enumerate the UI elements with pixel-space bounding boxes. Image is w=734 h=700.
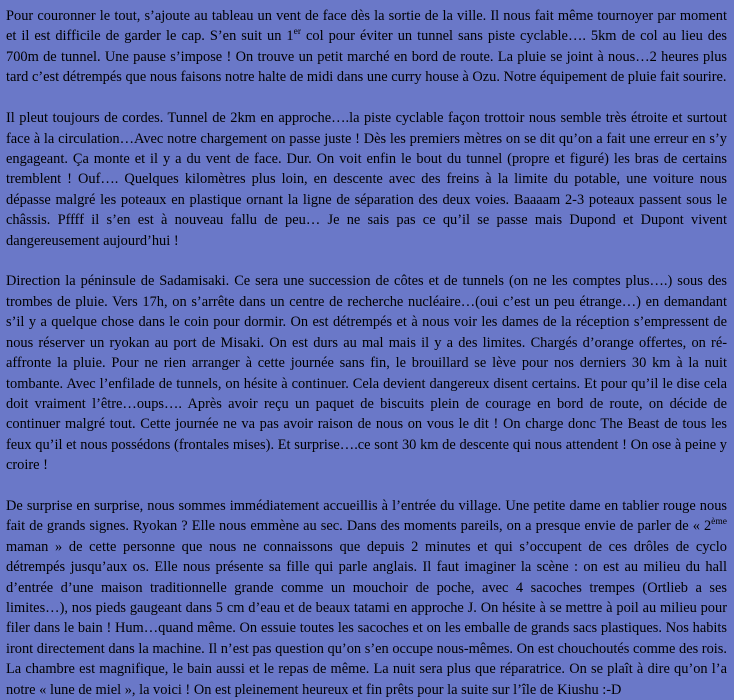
ordinal-superscript: ème xyxy=(711,517,727,528)
paragraph-1-text-start: Pour couronner le tout, s’ajoute au tableau un vent de face dès la sortie de la ville. Il nous fait même tournoyer par moment et il est difficile de garder le cap. S’en suit un 1 xyxy=(6,8,727,45)
paragraph-tunnel: Il pleut toujours de cordes. Tunnel de 2km en approche….la piste cyclable façon trottoir nous semble très étroite et surtout face à la circulation…Avec notre chargement on passe juste ! Dès les premiers mètres on se dit qu’on a fait une erreur en s’y engageant. Ça monte et il y a du vent de face. Dur. On voit enfin le bout du tunnel (propre et figuré) les bras de certains tremblent ! Ouf…. Quelques kilomètres plus loin, en descente avec des freins à la limite du potable, une voiture nous dépasse malgré les poteaux en plastique ornant la ligne de séparation des deux voies. Baaaam 2-3 poteaux passent sous le châssis. Pffff il s’en est à nouveau fallu de peu… Je ne sais pas ce qu’il se passe mais Dupond et Dupont vivent dangereusement aujourd’hui ! xyxy=(6,110,727,249)
paragraph-4-text-start: De surprise en surprise, nous sommes immédiatement accueillis à l’entrée du village. Une petite dame en tablier rouge nous fait de grands signes. Ryokan ? Elle nous emmène au sec. Dans des moments pareils, on a presque envie de parler de « 2 xyxy=(6,498,727,535)
paragraph-1-text-end: col pour éviter un tunnel sans piste cyclable…. 5km de col au lieu des 700m de tunnel. Une pause s’impose ! On trouve un petit marché en bord de route. La pluie se joint à nous…2 heures plus tard c’est détrempés que nous faisons notre halte de midi dans une curry house à Ozu. Notre équipement de pluie fait sourire. xyxy=(6,28,727,86)
ordinal-superscript: er xyxy=(293,27,302,38)
paragraph-wind-and-col xyxy=(6,6,727,88)
paragraph-4-text-end: maman » de cette personne que nous ne connaissons que depuis 2 minutes et qui s’occupent de ces drôles de cyclo détrempés jusqu’aux os. Elle nous présente sa fille qui parle anglais. Il faut imaginer la scène : on est au milieu du hall d’entrée d’une maison traditionnelle grande comme un mouchoir de poche, avec 4 sacoches trempes (Ortlieb a ses limites…), nos pieds gaugeant dans 5 cm d’eau et de beaux tatami en approche J. On hésite à se mettre à poil au milieu pour filer dans le bain ! Hum…quand même. On essuie toutes les sacoches et on les emballe de grands sacs plastiques. Nos habits iront directement dans la machine. Il n’est pas question qu’on s’en occupe nous-mêmes. On est chouchoutés comme des rois. La chambre est magnifique, le bain aussi et le repas de même. La nuit sera plus que réparatrice. On se plaît à dire qu’on l’a notre « lune de miel », la voici ! On est pleinement heureux et fin prêts pour la suite sur l’île de Kiushu :-D xyxy=(6,538,727,698)
paragraph-sadamisaki: Direction la péninsule de Sadamisaki. Ce sera une succession de côtes et de tunnels (on ne les comptes plus….) sous des trombes de pluie. Vers 17h, on s’arrête dans un centre de recherche nucléaire…(oui c’est un peu étrange…) en demandant s’il y a quelque chose dans le coin pour dormir. On est détrempés et à nous voir les dames de la réception s’empressent de nous réserver un ryokan au port de Misaki. On est durs au mal mais il y a des limites. Chargés d’orange offertes, on ré-affronte la pluie. Pour ne rien arranger à cette journée sans fin, le brouillard se lève pour nos derniers 30 km à la nuit tombante. Avec l’enfilade de tunnels, on hésite à continuer. Cela devient dangereux disent certains. Et pour qu’il le dise cela doit vraiment l’être…oups…. Après avoir reçu un paquet de biscuits plein de courage en bord de route, on décide de continuer malgré tout. Cette journée ne va pas avoir raison de nous on vous le dit ! On charge donc The Beast de tous les feux qu’il et nous possédons (frontales mises). Et surprise….ce sont 30 km de descente qui nous attendent ! On ose à peine y croire ! xyxy=(6,273,727,474)
paragraph-ryokan xyxy=(6,496,727,700)
